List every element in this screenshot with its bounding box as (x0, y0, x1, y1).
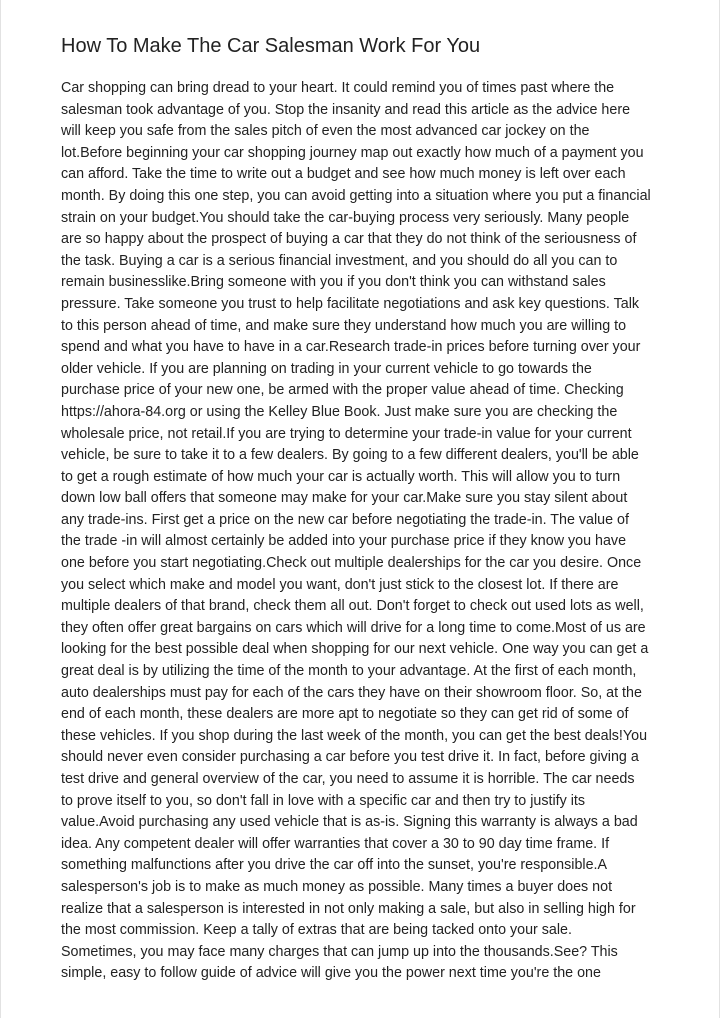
body-line: Car shopping can bring dread to your heart. It could remind you of times past where the (61, 80, 615, 96)
body-line: to prove itself to you, so don't fall in love with a specific car and then try to justify its (61, 792, 586, 809)
body-line: to this person ahead of time, and make sure they understand how much you are willing to (61, 317, 627, 334)
body-line: value.Avoid purchasing any used vehicle that is as-is. Signing this warranty is always a bad (61, 814, 638, 831)
body-line: the task. Buying a car is a serious financial investment, and you should do all you can to (61, 252, 618, 269)
body-line: remain businesslike.Bring someone with you if you don't think you can withstand sales (61, 274, 606, 291)
body-line: spend and what you have to have in a car.Research trade-in prices before turning over your (61, 339, 641, 356)
body-line: wholesale price, not retail.If you are trying to determine your trade-in value for your current (61, 425, 632, 442)
body-line: the most commission. Keep a tally of extras that are being tacked onto your sale. (61, 922, 572, 939)
body-line: auto dealerships must pay for each of the cars they have on their showroom floor. So, at the (61, 684, 642, 701)
body-line: to get a rough estimate of how much your car is actually worth. This will allow you to turn (61, 468, 621, 485)
body-line: Sometimes, you may face many charges that can jump up into the thousands.See? This (61, 943, 618, 960)
body-line: can afford. Take the time to write out a budget and see how much money is left over each (61, 166, 626, 183)
body-line: multiple dealers of that brand, check them all out. Don't forget to check out used lots as well, (61, 598, 644, 615)
body-line: pressure. Take someone you trust to help facilitate negotiations and ask key questions. Talk (61, 295, 640, 312)
body-line: salesman took advantage of you. Stop the insanity and read this article as the advice here (61, 101, 631, 118)
body-line: realize that a salesperson is interested in not only making a sale, but also in selling high for (61, 900, 636, 917)
body-line: will keep you safe from the sales pitch of even the most advanced car jockey on the (61, 123, 590, 140)
body-line: great deal is by utilizing the time of the month to your advantage. At the first of each month, (61, 663, 637, 680)
body-line: salesperson's job is to make as much money as possible. Many times a buyer does not (61, 878, 613, 895)
body-line: they often offer great bargains on cars which will drive for a long time to come.Most of us are (61, 619, 646, 636)
body-line: these vehicles. If you shop during the last week of the month, you can get the best deals!You (61, 727, 648, 744)
body-line: https://ahora-84.org or using the Kelley Blue Book. Just make sure you are checking the (61, 403, 618, 420)
article-body (61, 78, 671, 985)
body-line: should never even consider purchasing a car before you test drive it. In fact, before giving a (61, 749, 639, 766)
body-line: older vehicle. If you are planning on trading in your current vehicle to go towards the (61, 360, 592, 377)
body-line: down low ball offers that someone may make for your car.Make sure you stay silent about (61, 490, 628, 507)
body-line: strain on your budget.You should take the car-buying process very seriously. Many people (61, 209, 630, 226)
body-line: looking for the best possible deal when shopping for our next vehicle. One way you can get a (61, 641, 649, 658)
body-line: end of each month, these dealers are more apt to negotiate so they can get rid of some of (61, 706, 629, 723)
body-line: something malfunctions after you drive the car off into the sunset, you're responsible.A (61, 857, 608, 874)
body-line: the trade -in will almost certainly be added into your purchase price if they know you have (61, 533, 627, 550)
body-line: one before you start negotiating.Check out multiple dealerships for the car you desire. Once (61, 555, 642, 572)
body-line: test drive and general overview of the car, you need to assume it is horrible. The car needs (61, 771, 635, 787)
body-line: lot.Before beginning your car shopping journey map out exactly how much of a payment you (61, 144, 644, 161)
body-line: vehicle, be sure to take it to a few dealers. By going to a few different dealers, you'll be able (61, 447, 639, 464)
body-line: are so happy about the prospect of buying a car that they do not think of the seriousness of (61, 231, 637, 248)
body-line: idea. Any competent dealer will offer warranties that cover a 30 to 90 day time frame. If (61, 835, 610, 852)
body-line: month. By doing this one step, you can avoid getting into a situation where you put a financial (61, 187, 651, 204)
body-line: simple, easy to follow guide of advice will give you the power next time you're the one (61, 965, 601, 982)
document-title: How To Make The Car Salesman Work For You (61, 35, 481, 57)
body-line: any trade-ins. First get a price on the new car before negotiating the trade-in. The value of (61, 511, 629, 528)
body-line: you select which make and model you want, don't just stick to the closest lot. If there are (61, 576, 619, 593)
body-line: purchase price of your new one, be armed with the proper value ahead of time. Checking (61, 382, 624, 399)
